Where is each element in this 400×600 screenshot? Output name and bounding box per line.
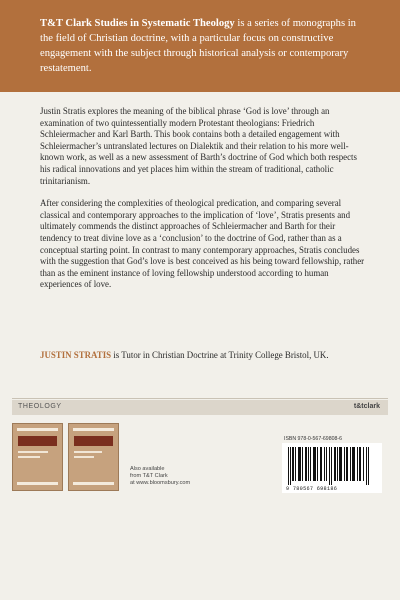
isbn-label: ISBN 978-0-567-69808-6 [284, 436, 342, 442]
author-bio-text: is Tutor in Christian Doctrine at Trinity College Bristol, UK. [111, 350, 329, 360]
also-available-line-2: from T&T Clark [130, 473, 168, 479]
publisher-logo: t&tclark [353, 403, 380, 410]
also-available-line-3: at www.bloomsbury.com [130, 480, 191, 486]
footer-bar [12, 400, 388, 415]
barcode-digits: 9 780567 698186 [286, 486, 338, 492]
author-name: JUSTIN STRATIS [40, 350, 112, 360]
related-book-cover-2 [68, 423, 119, 491]
book-description [40, 106, 368, 302]
series-title: T&T Clark Studies in Systematic Theology [40, 18, 235, 29]
series-description-box [0, 0, 400, 92]
author-bio [40, 350, 368, 362]
category-label: THEOLOGY [18, 403, 62, 410]
footer-divider [12, 398, 388, 399]
series-text: is a series of monographs in the field of Christian doctrine, with a particular focus on constructive engagement with the subject through historical analysis or contemporary restatement. [40, 18, 356, 74]
barcode-icon [282, 445, 382, 487]
description-paragraph-2: After considering the complexities of theological predication, and comparing several classical and contemporary approaches to the implication of ‘love’, Stratis presents and ultimately commends the distinct approaches of Schleiermacher and Barth for their tendency to treat divine love as a ‘conclusion’ to the doctrine of God, rather than as a conceptual starting point. In contrast to many contemporary approaches, Stratis concludes with the suggestion that God’s love is best conceived as his being toward fellowship, rather than as the eminent instance of loving fellowship understood according to human experiences of love. [40, 198, 365, 290]
also-available-note [130, 466, 190, 487]
also-available-line-1: Also available [130, 466, 165, 472]
related-book-cover-1 [12, 423, 63, 491]
description-paragraph-1: Justin Stratis explores the meaning of the biblical phrase ‘God is love’ through an examination of two quintessentially modern Protestant theologians: Friedrich Schleiermacher and Karl Barth. This book contains both a detailed engagement with Schleiermacher’s untranslated lectures on Dialektik and their relation to his more well-known work, as well as a new assessment of Barth’s doctrine of God which both respects his radical innovations and yet places him within the stream of traditional, catholic trinitarianism. [40, 106, 357, 186]
